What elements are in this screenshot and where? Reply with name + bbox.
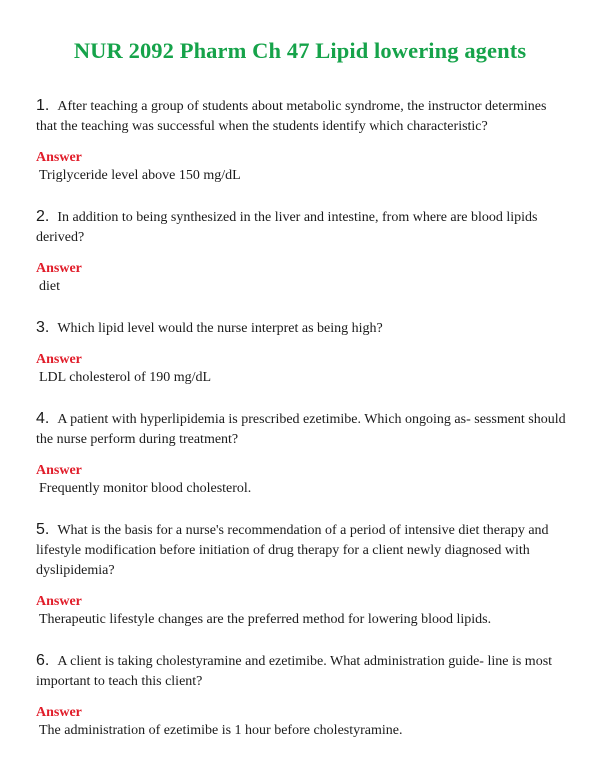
question-number: 6. [36, 652, 50, 669]
answer-label: Answer [36, 261, 82, 276]
page-title: NUR 2092 Pharm Ch 47 Lipid lowering agents [73, 38, 527, 63]
question-4 [36, 409, 570, 450]
question-1 [36, 96, 570, 137]
answer-label: Answer [36, 352, 82, 367]
answer-label: Answer [36, 705, 82, 720]
question-number: 5. [36, 521, 50, 538]
answer-text: diet [39, 279, 60, 294]
question-text: A client is taking cholestyramine and ezetimibe. What administration guide- line is most important to teach this client? [36, 654, 553, 689]
question-5 [36, 520, 570, 581]
question-text: What is the basis for a nurse's recommendation of a period of intensive diet therapy and lifestyle modification before initiation of drug therapy for a client newly diagnosed with dyslipidemia? [36, 523, 549, 578]
question-text: A patient with hyperlipidemia is prescribed ezetimibe. Which ongoing as- sessment should the nurse perform during treatment? [36, 412, 566, 447]
question-number: 4. [36, 410, 50, 427]
qa-item-5 [36, 520, 570, 629]
qa-item-1 [36, 96, 570, 185]
question-number: 2. [36, 208, 50, 225]
answer-label: Answer [36, 594, 82, 609]
question-text: In addition to being synthesized in the liver and intestine, from where are blood lipids derived? [36, 210, 538, 245]
answer-text: Therapeutic lifestyle changes are the preferred method for lowering blood lipids. [39, 612, 492, 627]
answer-text: The administration of ezetimibe is 1 hour before cholestyramine. [39, 723, 403, 738]
question-3 [36, 318, 570, 339]
question-text: After teaching a group of students about metabolic syndrome, the instructor determines that the teaching was successful when the students identify which characteristic? [36, 99, 547, 134]
qa-item-4 [36, 409, 570, 498]
question-2 [36, 207, 570, 248]
question-6 [36, 651, 570, 692]
answer-label: Answer [36, 463, 82, 478]
answer-text: LDL cholesterol of 190 mg/dL [39, 370, 212, 385]
qa-item-3 [36, 318, 570, 387]
qa-item-2 [36, 207, 570, 296]
qa-item-6 [36, 651, 570, 740]
answer-text: Triglyceride level above 150 mg/dL [39, 168, 241, 183]
question-list [36, 96, 570, 762]
answer-label: Answer [36, 150, 82, 165]
question-number: 3. [36, 319, 50, 336]
question-number: 1. [36, 97, 50, 114]
question-text: Which lipid level would the nurse interpret as being high? [57, 321, 383, 336]
answer-text: Frequently monitor blood cholesterol. [39, 481, 252, 496]
